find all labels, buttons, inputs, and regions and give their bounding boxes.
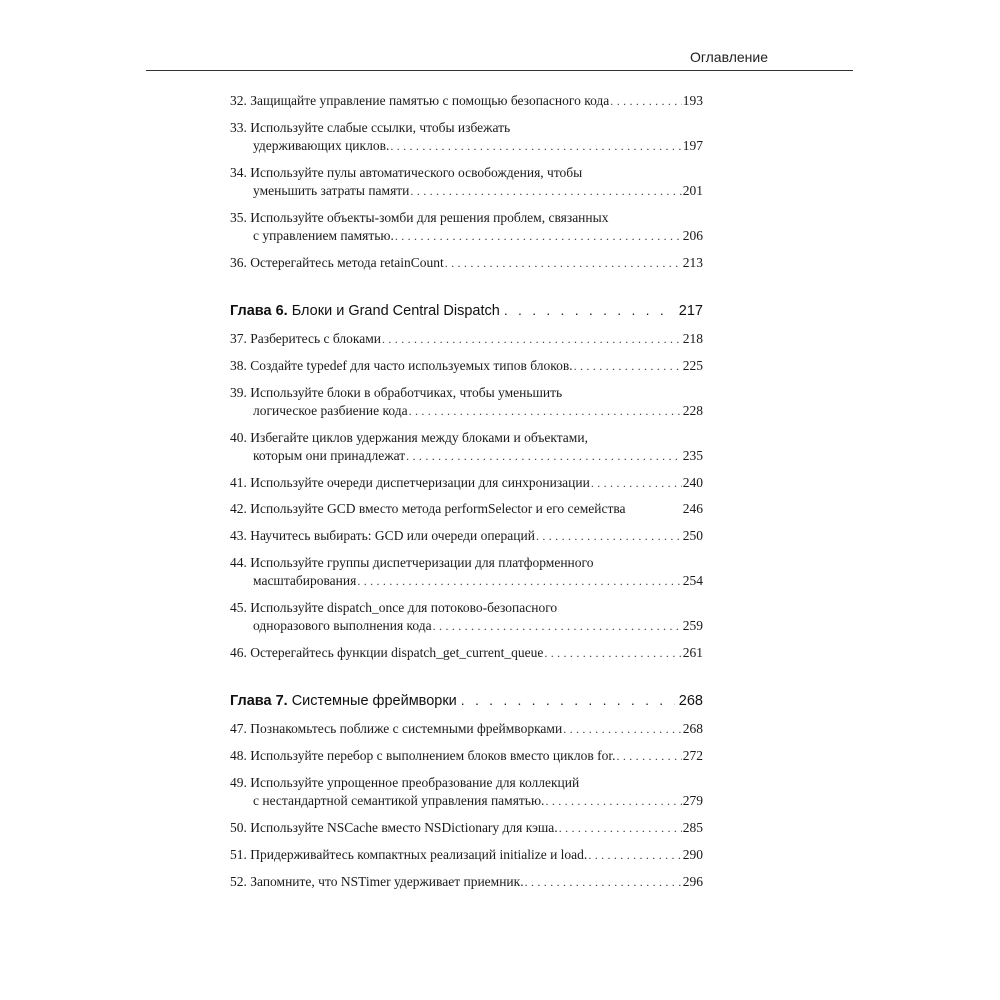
toc-page-number: 213 <box>682 255 703 270</box>
toc-entry-text: 38. Создайте typedef для часто используемых типов блоков. <box>230 358 573 373</box>
dot-leader <box>610 92 681 110</box>
toc-entry-text-cont: логическое разбиение кода <box>253 403 408 418</box>
toc-entry-text: 44. Используйте группы диспетчеризации для платформенного <box>230 555 594 570</box>
toc-entry-text-cont: масштабирования <box>253 573 357 588</box>
toc-entry-51[interactable] <box>230 846 703 864</box>
chapter-label: Глава 6. <box>230 303 288 319</box>
dot-leader <box>588 846 681 864</box>
dot-leader <box>382 330 682 348</box>
toc-page-number: 228 <box>682 403 703 418</box>
chapter-label: Глава 7. <box>230 693 288 709</box>
chapter-7-heading[interactable] <box>230 692 703 709</box>
dot-leader <box>445 254 682 272</box>
toc-entry-text: 51. Придерживайтесь компактных реализаций initialize и load. <box>230 847 588 862</box>
toc-page-number: 250 <box>682 528 703 543</box>
toc-entry-46[interactable] <box>230 644 703 662</box>
dot-leader <box>409 402 682 420</box>
toc-entry-text-cont: уменьшить затраты памяти <box>253 183 410 198</box>
dot-leader <box>536 527 682 545</box>
toc-page-number: 254 <box>682 573 703 588</box>
toc-entry-48[interactable] <box>230 747 703 765</box>
toc-page-number: 246 <box>682 501 703 516</box>
toc-entry-38[interactable] <box>230 357 703 375</box>
toc-page-number: 290 <box>682 847 703 862</box>
running-head-title: Оглавление <box>689 49 768 65</box>
toc-entry-text: 46. Остерегайтесь функции dispatch_get_current_queue <box>230 645 544 660</box>
toc-page-number: 268 <box>682 721 703 736</box>
dot-leader <box>544 644 681 662</box>
chapter-title: Системные фреймворки <box>291 693 457 709</box>
toc-entry-text: 42. Используйте GCD вместо метода performSelector и его семейства <box>230 501 626 516</box>
toc-entry-text: 36. Остерегайтесь метода retainCount <box>230 255 444 270</box>
toc-entry-text: 34. Используйте пулы автоматического освобождения, чтобы <box>230 165 583 180</box>
toc-entry-text: 37. Разберитесь с блоками <box>230 331 381 346</box>
dot-leader <box>545 792 681 810</box>
toc-entry-52[interactable] <box>230 873 703 891</box>
toc-entry-text: 48. Используйте перебор с выполнением блоков вместо циклов for. <box>230 748 616 763</box>
toc-entry-39[interactable] <box>230 384 703 420</box>
toc-entry-50[interactable] <box>230 819 703 837</box>
toc-entry-text: 49. Используйте упрощенное преобразование для коллекций <box>230 775 580 790</box>
toc-entry-text-cont: с нестандартной семантикой управления памятью. <box>253 793 545 808</box>
toc-entry-text: 41. Используйте очереди диспетчеризации для синхронизации <box>230 475 590 490</box>
toc-entry-text-cont: одноразового выполнения кода <box>253 618 432 633</box>
toc-entry-49[interactable] <box>230 774 703 810</box>
dot-leader <box>563 720 682 738</box>
chapter-page-number: 268 <box>678 693 703 709</box>
toc-page-number: 272 <box>682 748 703 763</box>
dot-leader <box>574 357 682 375</box>
toc-entry-text: 35. Используйте объекты-зомби для решения проблем, связанных <box>230 210 609 225</box>
toc-entry-37[interactable] <box>230 330 703 348</box>
toc-entry-36[interactable] <box>230 254 703 272</box>
toc-entry-47[interactable] <box>230 720 703 738</box>
dot-leader <box>591 474 682 492</box>
toc-entry-text: 43. Научитесь выбирать: GCD или очереди операций <box>230 528 535 543</box>
toc-entry-43[interactable] <box>230 527 703 545</box>
dot-leader <box>433 617 682 635</box>
toc-entry-45[interactable] <box>230 599 703 635</box>
toc-entry-text: 47. Познакомьтесь поближе с системными фреймворками <box>230 721 563 736</box>
toc-entry-text: 33. Используйте слабые ссылки, чтобы избежать <box>230 120 511 135</box>
dot-leader <box>525 873 682 891</box>
dot-leader <box>410 182 681 200</box>
toc-entry-42[interactable] <box>230 500 703 518</box>
toc-entry-35[interactable] <box>230 209 703 245</box>
toc-entry-text: 40. Избегайте циклов удержания между блоками и объектами, <box>230 430 588 445</box>
toc-entry-34[interactable] <box>230 164 703 200</box>
toc-entry-text-cont: с управлением памятью. <box>253 228 394 243</box>
toc-page-number: 201 <box>682 183 703 198</box>
dot-leader <box>616 747 681 765</box>
toc-page-number: 225 <box>682 358 703 373</box>
toc-entry-40[interactable] <box>230 429 703 465</box>
toc-page-number: 197 <box>682 138 703 153</box>
toc-entry-44[interactable] <box>230 554 703 590</box>
toc-entry-text: 45. Используйте dispatch_once для потоково-безопасного <box>230 600 558 615</box>
toc-page-number: 285 <box>682 820 703 835</box>
toc-entry-text: 39. Используйте блоки в обработчиках, чтобы уменьшить <box>230 385 563 400</box>
toc-entry-32[interactable] <box>230 92 703 110</box>
toc-entry-33[interactable] <box>230 119 703 155</box>
toc-page-number: 240 <box>682 475 703 490</box>
toc-page-number: 235 <box>682 448 703 463</box>
dot-leader <box>461 692 675 708</box>
toc-page-number: 218 <box>682 331 703 346</box>
toc-entry-text: 50. Используйте NSCache вместо NSDictionary для кэша. <box>230 820 558 835</box>
toc-page-number: 193 <box>682 93 703 108</box>
dot-leader <box>504 302 675 318</box>
toc-page-number: 206 <box>682 228 703 243</box>
dot-leader <box>390 137 681 155</box>
chapter-6-heading[interactable] <box>230 302 703 319</box>
toc-entry-41[interactable] <box>230 474 703 492</box>
toc-entry-text-cont: удерживающих циклов. <box>253 138 390 153</box>
chapter-title: Блоки и Grand Central Dispatch <box>291 303 500 319</box>
toc-entry-text: 32. Защищайте управление памятью с помощью безопасного кода <box>230 93 610 108</box>
dot-leader <box>559 819 682 837</box>
dot-leader <box>395 227 682 245</box>
toc-entry-text-cont: которым они принадлежат <box>253 448 406 463</box>
chapter-page-number: 217 <box>678 303 703 319</box>
toc-page-number: 259 <box>682 618 703 633</box>
toc-page-number: 296 <box>682 874 703 889</box>
dot-leader <box>406 447 682 465</box>
toc-entry-text: 52. Запомните, что NSTimer удерживает приемник. <box>230 874 524 889</box>
toc-page-number: 279 <box>682 793 703 808</box>
dot-leader <box>357 572 681 590</box>
toc-page-number: 261 <box>682 645 703 660</box>
